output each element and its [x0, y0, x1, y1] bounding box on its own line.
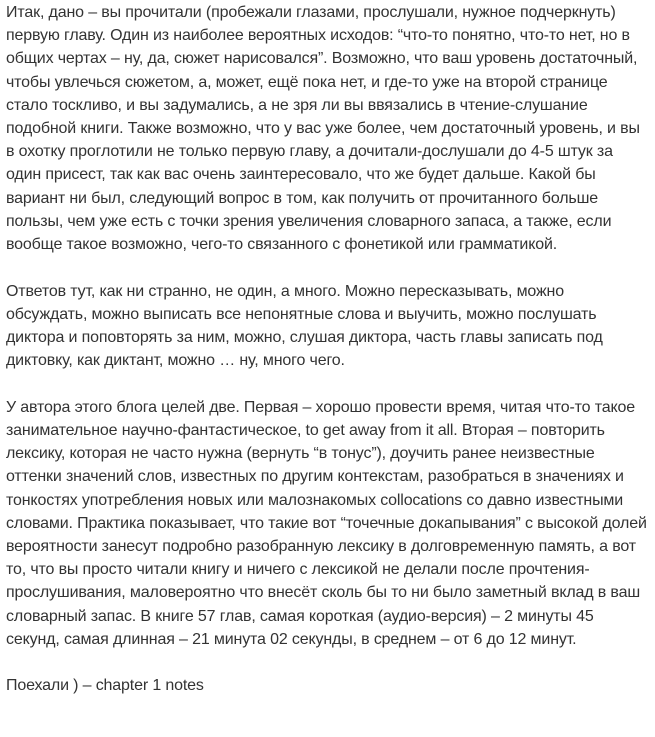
paragraph-closing: Поехали ) – chapter 1 notes: [6, 677, 204, 695]
paragraph-intro: Итак, дано – вы прочитали (пробежали глазами, прослушали, нужное подчеркнуть) первую главу. Один из наиболее вероятных исходов: “что-то понятно, что-то нет, но в общих чертах – ну, да, сюжет нарисовался”. Возможно, что ваш уровень достаточный, чтобы увлечься сюжетом, а, может, ещё пока нет, и где-то уже на второй странице стало тоскливо, и вы задумались, а не зря ли вы ввязались в чтение-слушание подобной книги. Также возможно, что у вас уже более, чем достаточный уровень, и вы в охотку проглотили не только первую главу, а дочитали-дослушали до 4-5 штук за один присест, так как вас очень заинтересовало, что же будет дальше. Какой бы вариант ни был, следующий вопрос в том, как получить от прочитанного больше пользы, чем уже есть с точки зрения увеличения словарного запаса, а также, если вообще такое возможно, чего-то связанного с фонетикой или грамматикой.: [6, 4, 640, 254]
paragraph-answers: Ответов тут, как ни странно, не один, а много. Можно пересказывать, можно обсуждать, можно выписать все непонятные слова и выучить, можно послушать диктора и поповторять за ним, можно, слушая диктора, часть главы записать под диктовку, как диктант, можно … ну, много чего.: [6, 282, 603, 370]
paragraph-goals: У автора этого блога целей две. Первая – хорошо провести время, читая что-то такое занимательное научно-фантастическое, to get away from it all. Вторая – повторить лексику, которая не часто нужна (вернуть “в тонус”), доучить ранее неизвестные оттенки значений слов, известных по другим контекстам, разобраться в значениях и тонкостях употребления новых или малознакомых collocations со давно известными словами. Практика показывает, что такие вот “точечные докапывания” с высокой долей вероятности занесут подробно разобранную лексику в долговременную память, а вот то, что вы просто читали книгу и ничего с лексикой не делали после прочтения-прослушивания, маловероятно что внесёт сколь бы то ни было заметный вклад в ваш словарный запас. В книге 57 глав, самая короткая (аудио-версия) – 2 минуты 45 секунд, самая длинная – 21 минута 02 секунды, в среднем – от 6 до 12 минут.: [6, 398, 647, 648]
